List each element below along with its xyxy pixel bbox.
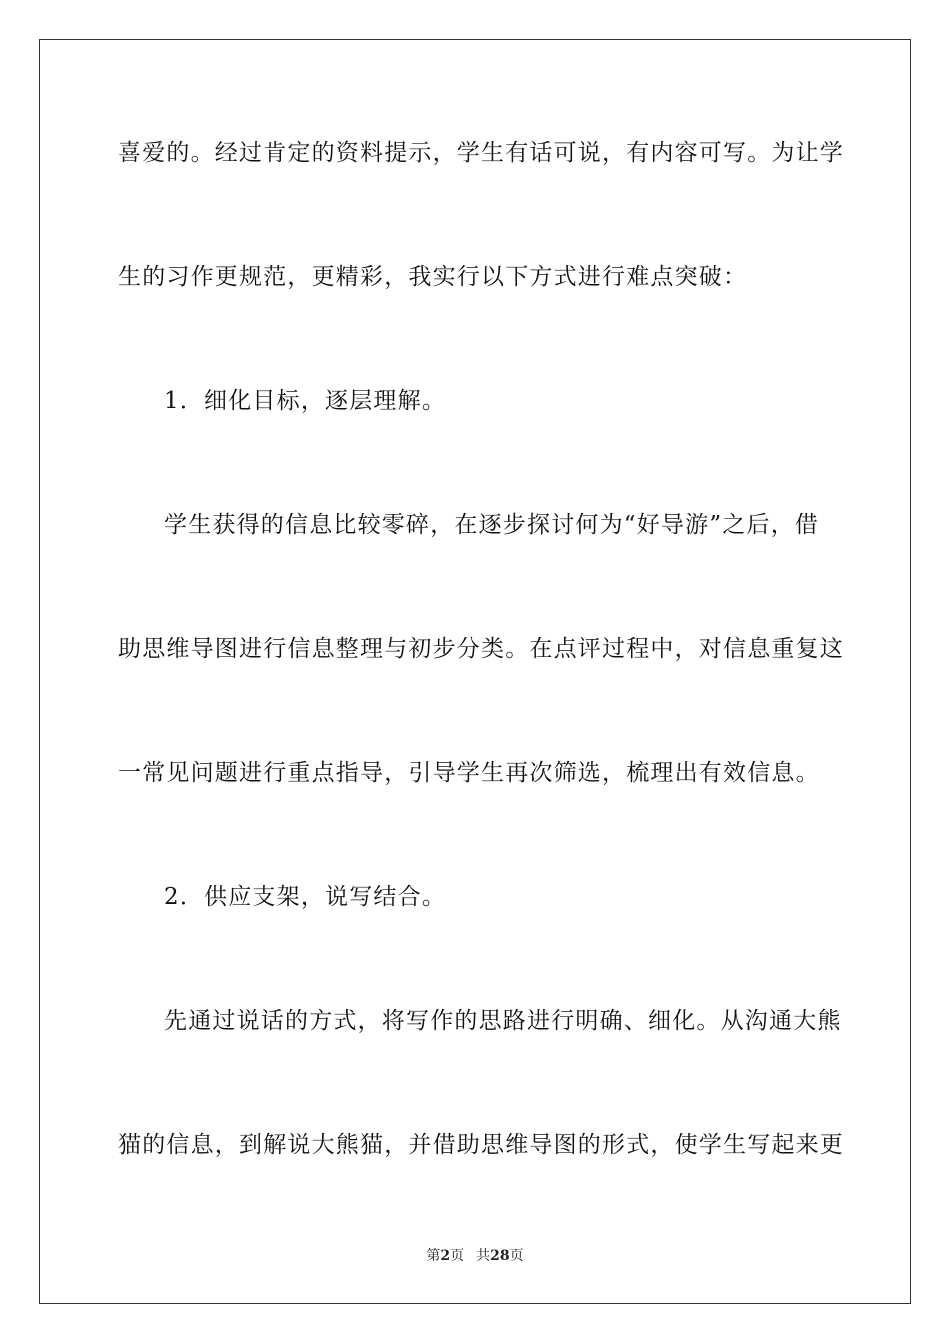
footer-total-pages: 28 (490, 1248, 510, 1264)
paragraph-line-7: 猫的信息，到解说大熊猫，并借助思维导图的形式，使学生写起来更 (118, 1132, 844, 1158)
page-border (39, 39, 911, 1304)
section-heading-2: 2．供应支架，说写结合。 (164, 884, 447, 910)
paragraph-line-1: 喜爱的。经过肯定的资料提示，学生有话可说，有内容可写。为让学 (118, 140, 844, 166)
section-heading-1: 1．细化目标，逐层理解。 (164, 388, 447, 414)
footer-page-suffix: 页 (450, 1248, 465, 1264)
footer-total-prefix: 共 (476, 1248, 491, 1264)
paragraph-line-3: 学生获得的信息比较零碎，在逐步探讨何为“好导游”之后，借 (164, 512, 820, 538)
footer-total-suffix: 页 (509, 1248, 524, 1264)
footer-page-number: 2 (440, 1248, 451, 1264)
paragraph-line-4: 助思维导图进行信息整理与初步分类。在点评过程中，对信息重复这 (118, 636, 844, 662)
paragraph-line-2: 生的习作更规范，更精彩，我实行以下方式进行难点突破： (118, 264, 748, 290)
footer-page-prefix: 第 (426, 1248, 441, 1264)
paragraph-line-5: 一常见问题进行重点指导，引导学生再次筛选，梳理出有效信息。 (118, 760, 820, 786)
page-footer (0, 1247, 950, 1265)
paragraph-line-6: 先通过说话的方式，将写作的思路进行明确、细化。从沟通大熊 (164, 1008, 842, 1034)
